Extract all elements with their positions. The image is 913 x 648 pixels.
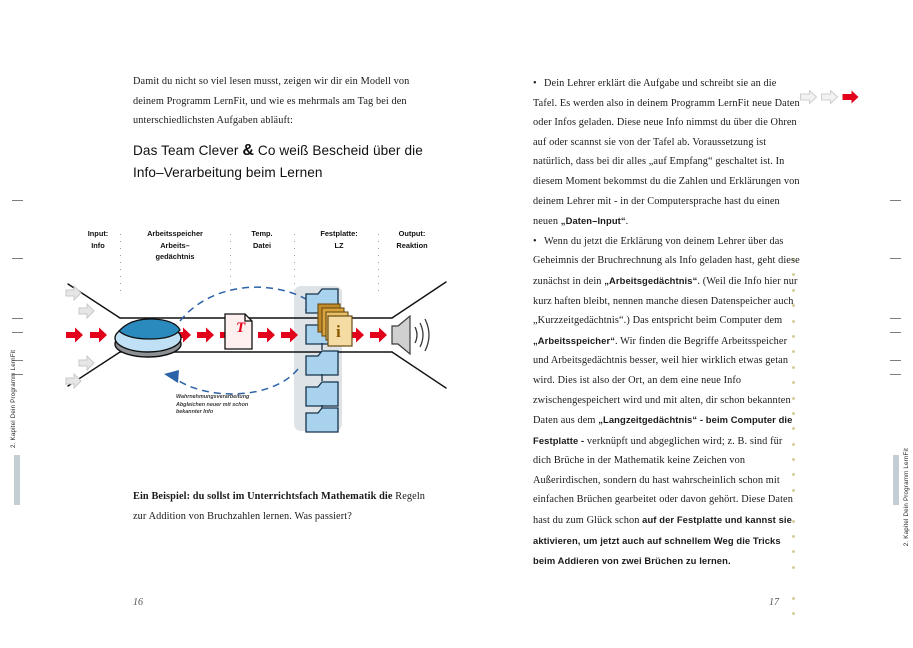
diagram-label-line: LZ xyxy=(334,240,344,250)
edge-chapter-label: 2. Kapitel Dein Programm LernFit xyxy=(903,448,910,547)
example-rest: Regeln zur Addition von Bruchzahlen lernen. Was passiert? xyxy=(133,491,426,522)
para1-end: . xyxy=(625,216,629,228)
diagram-note-line: bekannter Info xyxy=(176,409,214,416)
para2-c: . (Weil die Info hier nur kurz haften bleibt, nennen manche diesen Datenspeicher auch „Kurzzeitgedächtnis“.) Das entspricht beim Computer dem xyxy=(533,275,798,327)
para2-term-arbeitsspeicher: „Arbeitsspeicher“ xyxy=(533,334,615,346)
edge-tick xyxy=(12,318,23,319)
edge-tick xyxy=(890,360,901,361)
right-edge-tab-rail xyxy=(883,0,913,648)
edge-current-chapter-bar xyxy=(893,455,899,505)
para1-text: Dein Lehrer erklärt die Aufgabe und schreibt sie an die Tafel. Es werden also in deinem Programm LernFit neue Daten oder Infos geladen. Diese neue Info nimmst du über die Ohren auf oder scannst sie von der Tafel ab. Voraussetzung ist natürlich, dass bei dir alles „auf Empfang“ geschaltet ist. In diesem Moment bekommst du die Zahlen und Erklärungen von deinem Lehrer mit - in der Computersprache hast du einen neuen xyxy=(533,78,800,228)
diagram-label-line: Festplatte: xyxy=(320,229,358,238)
edge-tick xyxy=(12,332,23,333)
right-column-text xyxy=(533,74,801,572)
bullet-glyph: • xyxy=(533,235,537,247)
left-edge-tab-rail xyxy=(0,0,30,648)
diagram-label-line: Temp. xyxy=(251,229,273,238)
page-number-right: 17 xyxy=(769,597,779,608)
headline-part-b: Co weiß Bescheid über die xyxy=(254,143,423,158)
example-paragraph xyxy=(133,487,433,526)
bullet-glyph: • xyxy=(533,78,537,89)
progress-arrow-row xyxy=(800,90,859,104)
diagram-label-line: Arbeits– xyxy=(160,240,190,250)
diagram-note-line: Wahrnehmungsverarbeitung xyxy=(176,394,250,400)
feedback-arrowhead-bottom xyxy=(164,370,179,383)
outline-arrow-right-icon xyxy=(800,90,817,104)
diagram-label-line: Reaktion xyxy=(396,240,428,250)
working-memory-disc-icon xyxy=(115,319,181,357)
diagram-note-line: Abgleichen neuer mit schon xyxy=(176,401,249,408)
rail-dot xyxy=(792,597,795,600)
rail-dot xyxy=(792,612,795,615)
para2-e: verknüpft und abgeglichen wird; z. B. sind für dich Brüche in der Mathematik keine Zeichen von Außerirdischen, sondern du hast wahrscheinlich schon mit einfachen Brüchen gearbeitet oder davon gehört. Diese Daten hast du zum Glück schon xyxy=(533,435,793,527)
bullet-paragraph-1 xyxy=(533,74,801,232)
outline-arrow-right-icon xyxy=(821,90,838,104)
diagram-label-line: Datei xyxy=(252,240,272,250)
edge-tick xyxy=(890,332,901,333)
edge-tick xyxy=(890,318,901,319)
diagram-label-line: gedächtnis xyxy=(155,252,195,261)
para2-d: . Wir finden die Begriffe Arbeitsspeicher und Arbeitsgedächtnis besser, weil hier wirklich etwas getan wird. Dies ist also der Ort, an dem eine neue Info zwischengespeichert wird und mit alten, dir schon bekannten Daten aus dem xyxy=(533,335,791,427)
edge-current-chapter-bar xyxy=(14,455,20,505)
bullet-paragraph-2 xyxy=(533,232,801,572)
feedback-arc-bottom xyxy=(172,369,298,394)
edge-tick xyxy=(12,258,23,259)
para2-term-langzeitgedaechtnis: „Langzeitgedächtnis“ - beim Computer die Festplatte - xyxy=(533,414,793,446)
diagram-label-line: Arbeitsspeicher xyxy=(147,229,203,238)
edge-tick xyxy=(890,258,901,259)
solid-arrow-right-icon xyxy=(842,90,859,104)
diagram-label-line: Input: xyxy=(87,229,109,238)
intro-paragraph: Damit du nicht so viel lesen musst, zeigen wir dir ein Modell von deinem Programm LernFit, und wie es mehrmals am Tag bei den unterschiedlichsten Aufgaben abläuft: xyxy=(133,76,410,127)
info-card-letter: i xyxy=(336,322,341,341)
diagram-note xyxy=(176,394,286,417)
para2-term-festplatte: auf der Festplatte und kannst sie aktivieren, um jetzt auch auf schnellem Weg die Tricks beim Addieren von zwei Brüchen zu lernen. xyxy=(533,514,792,567)
diagram-label-line: Info xyxy=(91,240,105,250)
para1-bold-term: „Daten–Input“ xyxy=(560,215,626,227)
edge-tick xyxy=(12,200,23,201)
diagram-label-line: Output: xyxy=(398,229,426,238)
ampersand-glyph: & xyxy=(242,142,255,159)
lernfit-model-diagram xyxy=(62,226,452,441)
section-headline xyxy=(133,140,433,184)
example-bold-lead: Ein Beispiel: du sollst im Unterrichtsfach Mathematik die xyxy=(133,491,393,502)
edge-chapter-label: 2. Kapitel Dein Programm LernFit xyxy=(10,349,17,448)
edge-tick xyxy=(890,374,901,375)
para2-term-arbeitsgedaechtnis: „Arbeitsgedächtnis“ xyxy=(604,274,698,286)
edge-tick xyxy=(890,200,901,201)
headline-part-a: Das Team Clever xyxy=(133,143,243,158)
para2-a: Wenn du jetzt die Erklärung von deinem Lehrer über das Geheimnis der Bruchrechnung als Info geladen hast, geht diese zunächst in dein xyxy=(533,235,800,287)
temp-file-letter: T xyxy=(236,320,246,336)
headline-line-2: Info–Verarbeitung beim Lernen xyxy=(133,165,323,180)
page-number-left: 16 xyxy=(133,597,143,608)
speaker-icon xyxy=(392,316,429,354)
